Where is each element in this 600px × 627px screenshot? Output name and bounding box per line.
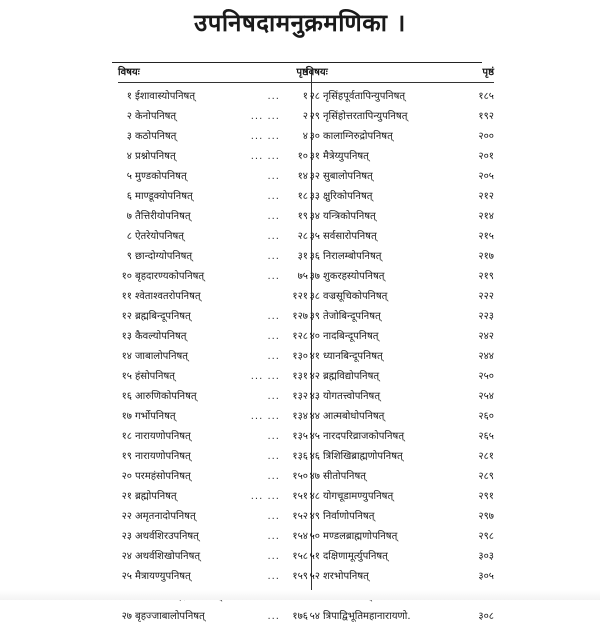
entry-number: ३५ <box>309 231 320 242</box>
index-entry <box>118 567 308 587</box>
entry-title: आत्मबोधोपनिषत् <box>323 411 385 422</box>
index-column-right <box>306 64 494 627</box>
index-entry <box>118 287 308 307</box>
entry-leader: ... <box>267 471 280 482</box>
entry-number: १५ <box>121 371 132 382</box>
entry-number: २९ <box>309 111 320 122</box>
entry-number: ३१ <box>309 151 320 162</box>
entry-page: १९२ <box>478 111 494 122</box>
entry-page: २८१ <box>478 451 494 462</box>
index-list-right <box>306 87 494 627</box>
page-edge-shade <box>0 590 600 600</box>
index-entry <box>306 567 494 587</box>
index-entry <box>118 247 308 267</box>
index-entry <box>306 147 494 167</box>
entry-title: केनोपनिषत् <box>135 111 177 122</box>
entry-page: ७५ <box>297 271 308 282</box>
entry-title: त्रिशिखिब्राह्मणोपनिषत् <box>323 451 403 462</box>
entry-title: नृसिंहपूर्वतापिन्युपनिषत् <box>323 91 406 102</box>
index-entry <box>306 367 494 387</box>
entry-number: ४३ <box>309 391 320 402</box>
index-entry <box>306 427 494 447</box>
entry-page: २५४ <box>478 391 494 402</box>
entry-leader: ... ... <box>250 371 280 382</box>
entry-leader: ... <box>267 531 280 542</box>
entry-page: १२१ <box>292 291 308 302</box>
entry-title: माण्डूक्योपनिषत् <box>135 191 193 202</box>
entry-number: ३९ <box>309 311 320 322</box>
entry-title: यन्त्रिकोपनिषत् <box>323 211 376 222</box>
entry-title: जाबालोपनिषत् <box>135 351 188 362</box>
entry-page: १५१ <box>292 491 308 502</box>
column-header-left <box>118 64 308 83</box>
entry-number: ४८ <box>309 491 320 502</box>
entry-leader: ... ... <box>250 411 280 422</box>
entry-number: ३६ <box>309 251 320 262</box>
entry-number: ३७ <box>309 271 320 282</box>
entry-title: वज्रसूचिकोपनिषत् <box>323 291 388 302</box>
entry-title: शरभोपनिषत् <box>323 571 369 582</box>
index-entry <box>306 407 494 427</box>
entry-title: ब्रह्मविद्योपनिषत् <box>323 371 380 382</box>
entry-page: १४ <box>297 171 308 182</box>
entry-number: ३४ <box>309 211 320 222</box>
entry-title: योगचूडामण्युपनिषत् <box>323 491 394 502</box>
entry-title: बृहदारण्यकोपनिषत् <box>135 271 205 282</box>
entry-page: २९७ <box>478 511 494 522</box>
entry-title: ब्रह्मबिन्दूपनिषत् <box>135 311 191 322</box>
entry-page: १८ <box>297 191 308 202</box>
entry-page: ४ <box>302 131 308 142</box>
entry-number: ३३ <box>309 191 320 202</box>
index-entry <box>306 527 494 547</box>
entry-page: १३४ <box>292 411 308 422</box>
entry-number: १२ <box>121 311 132 322</box>
entry-title: क्षुरिकोपनिषत् <box>323 191 373 202</box>
entry-page: १३२ <box>292 391 308 402</box>
entry-leader: ... <box>267 391 280 402</box>
entry-page: २२२ <box>478 291 494 302</box>
entry-page: २८ <box>297 231 308 242</box>
index-entry <box>306 507 494 527</box>
entry-leader: ... ... <box>250 111 280 122</box>
entry-number: ४ <box>126 151 132 162</box>
entry-number: ५० <box>309 531 320 542</box>
column-header-right <box>306 64 494 83</box>
entry-number: ४१ <box>309 351 320 362</box>
index-entry <box>306 607 494 627</box>
entry-leader: ... <box>267 351 280 362</box>
entry-number: १ <box>126 91 132 102</box>
entry-title: प्रश्नोपनिषत् <box>135 151 176 162</box>
entry-leader: ... <box>267 211 280 222</box>
entry-title: अमृतनादोपनिषत् <box>135 511 196 522</box>
entry-title: कैवल्योपनिषत् <box>135 331 187 342</box>
entry-number: ७ <box>126 211 132 222</box>
entry-leader: ... <box>267 171 280 182</box>
entry-number: ५१ <box>309 551 320 562</box>
entry-number: २ <box>126 111 132 122</box>
entry-page: १ <box>302 91 308 102</box>
subject-header: विषयः <box>118 67 140 78</box>
entry-number: ८ <box>126 231 132 242</box>
entry-number: १९ <box>121 451 132 462</box>
entry-page: २ <box>302 111 308 122</box>
entry-title: बृहज्जाबालोपनिषत् <box>135 611 205 622</box>
entry-title: निर्वाणोपनिषत् <box>323 511 375 522</box>
entry-page: १५८ <box>292 551 308 562</box>
entry-number: १७ <box>121 411 132 422</box>
entry-title: सर्वसारोपनिषत् <box>323 231 377 242</box>
entry-page: १२७ <box>292 311 308 322</box>
index-entry <box>306 207 494 227</box>
page-header: पृष्ठं <box>482 67 494 78</box>
entry-number: १३ <box>121 331 132 342</box>
entry-leader: ... <box>267 551 280 562</box>
index-column-left <box>118 64 308 627</box>
entry-number: ३८ <box>309 291 320 302</box>
index-entry <box>118 347 308 367</box>
entry-page: २०१ <box>478 151 494 162</box>
entry-number: २४ <box>121 551 132 562</box>
entry-page: ३१ <box>297 251 308 262</box>
entry-number: ५४ <box>309 611 320 622</box>
entry-page: २९१ <box>478 491 494 502</box>
subject-header: विषयः <box>306 67 328 78</box>
entry-title: परमहंसोपनिषत् <box>135 471 191 482</box>
entry-number: १६ <box>121 391 132 402</box>
index-entry <box>118 127 308 147</box>
entry-title: सुबालोपनिषत् <box>323 171 373 182</box>
entry-page: १८५ <box>478 91 494 102</box>
entry-number: १८ <box>121 431 132 442</box>
entry-title: त्रिपाद्विभूतिमहानारायणो. <box>323 611 411 622</box>
index-entry <box>118 387 308 407</box>
entry-page: १३० <box>292 351 308 362</box>
index-entry <box>118 407 308 427</box>
entry-leader: ... <box>267 511 280 522</box>
entry-title: हंसोपनिषत् <box>135 371 175 382</box>
entry-page: २१७ <box>478 251 494 262</box>
entry-title: निरालम्बोपनिषत् <box>323 251 382 262</box>
entry-page: १५४ <box>292 531 308 542</box>
entry-number: २५ <box>121 571 132 582</box>
entry-number: २२ <box>121 511 132 522</box>
entry-title: ऐतरेयोपनिषत् <box>135 231 185 242</box>
entry-number: २० <box>121 471 132 482</box>
entry-page: १७६ <box>292 611 308 622</box>
entry-leader: ... ... <box>250 131 280 142</box>
entry-number: ६ <box>126 191 132 202</box>
entry-page: १५९ <box>292 571 308 582</box>
entry-leader: ... <box>267 271 280 282</box>
index-entry <box>118 427 308 447</box>
index-entry <box>306 247 494 267</box>
entry-leader: ... <box>267 611 280 622</box>
entry-leader: ... ... <box>250 491 280 502</box>
entry-title: गर्भोपनिषत् <box>135 411 176 422</box>
entry-page: २१४ <box>478 211 494 222</box>
entry-number: ४७ <box>309 471 320 482</box>
index-entry <box>306 327 494 347</box>
entry-leader: ... <box>267 451 280 462</box>
entry-title: सीतोपनिषत् <box>323 471 366 482</box>
entry-page: १३१ <box>292 371 308 382</box>
entry-leader: ... ... <box>250 151 280 162</box>
entry-page: १० <box>297 151 308 162</box>
entry-page: २४२ <box>478 331 494 342</box>
entry-page: २४४ <box>478 351 494 362</box>
index-entry <box>306 87 494 107</box>
entry-leader: ... <box>267 311 280 322</box>
entry-title: मैत्रेय्युपनिषत् <box>323 151 369 162</box>
index-entry <box>306 167 494 187</box>
entry-number: ३२ <box>309 171 320 182</box>
entry-page: १२८ <box>292 331 308 342</box>
entry-title: छान्दोग्योपनिषत् <box>135 251 193 262</box>
entry-title: मण्डलब्राह्मणोपनिषत् <box>323 531 398 542</box>
index-entry <box>118 547 308 567</box>
index-entry <box>306 307 494 327</box>
entry-title: तैत्तिरीयोपनिषत् <box>135 211 191 222</box>
index-entry <box>306 287 494 307</box>
entry-number: २१ <box>121 491 132 502</box>
entry-page: ३०३ <box>478 551 494 562</box>
index-entry <box>118 167 308 187</box>
entry-title: दक्षिणामूर्त्युपनिषत् <box>323 551 388 562</box>
entry-number: ४५ <box>309 431 320 442</box>
entry-title: ब्रह्मोपनिषत् <box>135 491 177 502</box>
entry-title: श्वेताश्वतरोपनिषत् <box>135 291 201 302</box>
entry-number: ५ <box>126 171 132 182</box>
entry-title: योगतत्त्वोपनिषत् <box>323 391 381 402</box>
entry-leader: ... <box>267 331 280 342</box>
page-header: पृष्ठं <box>296 67 308 78</box>
index-entry <box>306 107 494 127</box>
entry-title: नारायणोपनिषत् <box>135 431 191 442</box>
entry-page: २१२ <box>478 191 494 202</box>
entry-page: २६५ <box>478 431 494 442</box>
index-list-left <box>118 87 308 627</box>
entry-number: २८ <box>309 91 320 102</box>
entry-title: आरुणिकोपनिषत् <box>135 391 197 402</box>
entry-page: २९८ <box>478 531 494 542</box>
entry-page: ३०८ <box>478 611 494 622</box>
entry-number: ४४ <box>309 411 320 422</box>
entry-title: अथर्वशिरउपनिषत् <box>135 531 199 542</box>
entry-number: १४ <box>121 351 132 362</box>
index-entry <box>118 267 308 287</box>
entry-leader: ... <box>267 251 280 262</box>
index-entry <box>306 467 494 487</box>
entry-title: कालाग्निरुद्रोपनिषत् <box>323 131 393 142</box>
entry-title: मुण्डकोपनिषत् <box>135 171 187 182</box>
entry-title: नारदपरिव्राजकोपनिषत् <box>323 431 405 442</box>
index-entry <box>118 107 308 127</box>
index-entry <box>306 267 494 287</box>
entry-number: ५२ <box>309 571 320 582</box>
entry-page: २०५ <box>478 171 494 182</box>
entry-number: ९ <box>126 251 132 262</box>
entry-number: ४६ <box>309 451 320 462</box>
entry-page: १३५ <box>292 431 308 442</box>
entry-number: ३० <box>309 131 320 142</box>
entry-title: ईशावास्योपनिषत् <box>135 91 196 102</box>
index-entry <box>306 487 494 507</box>
title-rule <box>112 62 482 63</box>
index-entry <box>306 347 494 367</box>
entry-title: अथर्वशिखोपनिषत् <box>135 551 201 562</box>
entry-title: नृसिंहोत्तरतापिन्युपनिषत् <box>323 111 408 122</box>
entry-leader: ... <box>267 231 280 242</box>
index-entry <box>306 187 494 207</box>
index-entry <box>306 227 494 247</box>
entry-number: ४९ <box>309 511 320 522</box>
page-title: उपनिषदामनुक्रमणिका । <box>194 9 406 37</box>
index-entry <box>118 447 308 467</box>
index-entry <box>118 367 308 387</box>
entry-leader: ... <box>267 571 280 582</box>
index-entry <box>118 87 308 107</box>
index-entry <box>306 387 494 407</box>
entry-page: २१५ <box>478 231 494 242</box>
entry-title: मैत्रायण्युपनिषत् <box>135 571 191 582</box>
entry-number: ११ <box>121 291 132 302</box>
entry-title: ध्यानबिन्दूपनिषत् <box>323 351 383 362</box>
entry-page: २२३ <box>478 311 494 322</box>
entry-number: ४२ <box>309 371 320 382</box>
entry-page: २८९ <box>478 471 494 482</box>
entry-number: १० <box>121 271 132 282</box>
index-entry <box>118 507 308 527</box>
entry-page: १५२ <box>292 511 308 522</box>
entry-leader: ... <box>267 431 280 442</box>
index-entry <box>118 307 308 327</box>
entry-page: १३६ <box>292 451 308 462</box>
index-entry <box>118 227 308 247</box>
index-entry <box>118 467 308 487</box>
index-entry <box>118 607 308 627</box>
entry-title: कठोपनिषत् <box>135 131 177 142</box>
index-entry <box>118 487 308 507</box>
index-entry <box>118 207 308 227</box>
entry-number: २७ <box>121 611 132 622</box>
index-entry <box>306 447 494 467</box>
entry-number: ४० <box>309 331 320 342</box>
entry-title: नादबिन्दूपनिषत् <box>323 331 379 342</box>
index-entry <box>306 547 494 567</box>
entry-title: तेजोबिन्दूपनिषत् <box>323 311 381 322</box>
entry-leader: ... <box>267 91 280 102</box>
entry-page: १९ <box>297 211 308 222</box>
entry-page: २६० <box>478 411 494 422</box>
index-entry <box>118 327 308 347</box>
entry-page: २१९ <box>478 271 494 282</box>
entry-number: ३ <box>126 131 132 142</box>
entry-title: शुकरहस्योपनिषत् <box>323 271 385 282</box>
index-entry <box>118 147 308 167</box>
index-entry <box>118 187 308 207</box>
entry-page: ३०५ <box>478 571 494 582</box>
entry-title: नारायणोपनिषत् <box>135 451 191 462</box>
index-entry <box>306 127 494 147</box>
index-entry <box>118 527 308 547</box>
entry-page: २५० <box>478 371 494 382</box>
entry-number: २३ <box>121 531 132 542</box>
entry-page: १५० <box>292 471 308 482</box>
entry-page: २०० <box>478 131 494 142</box>
entry-leader: ... <box>267 191 280 202</box>
